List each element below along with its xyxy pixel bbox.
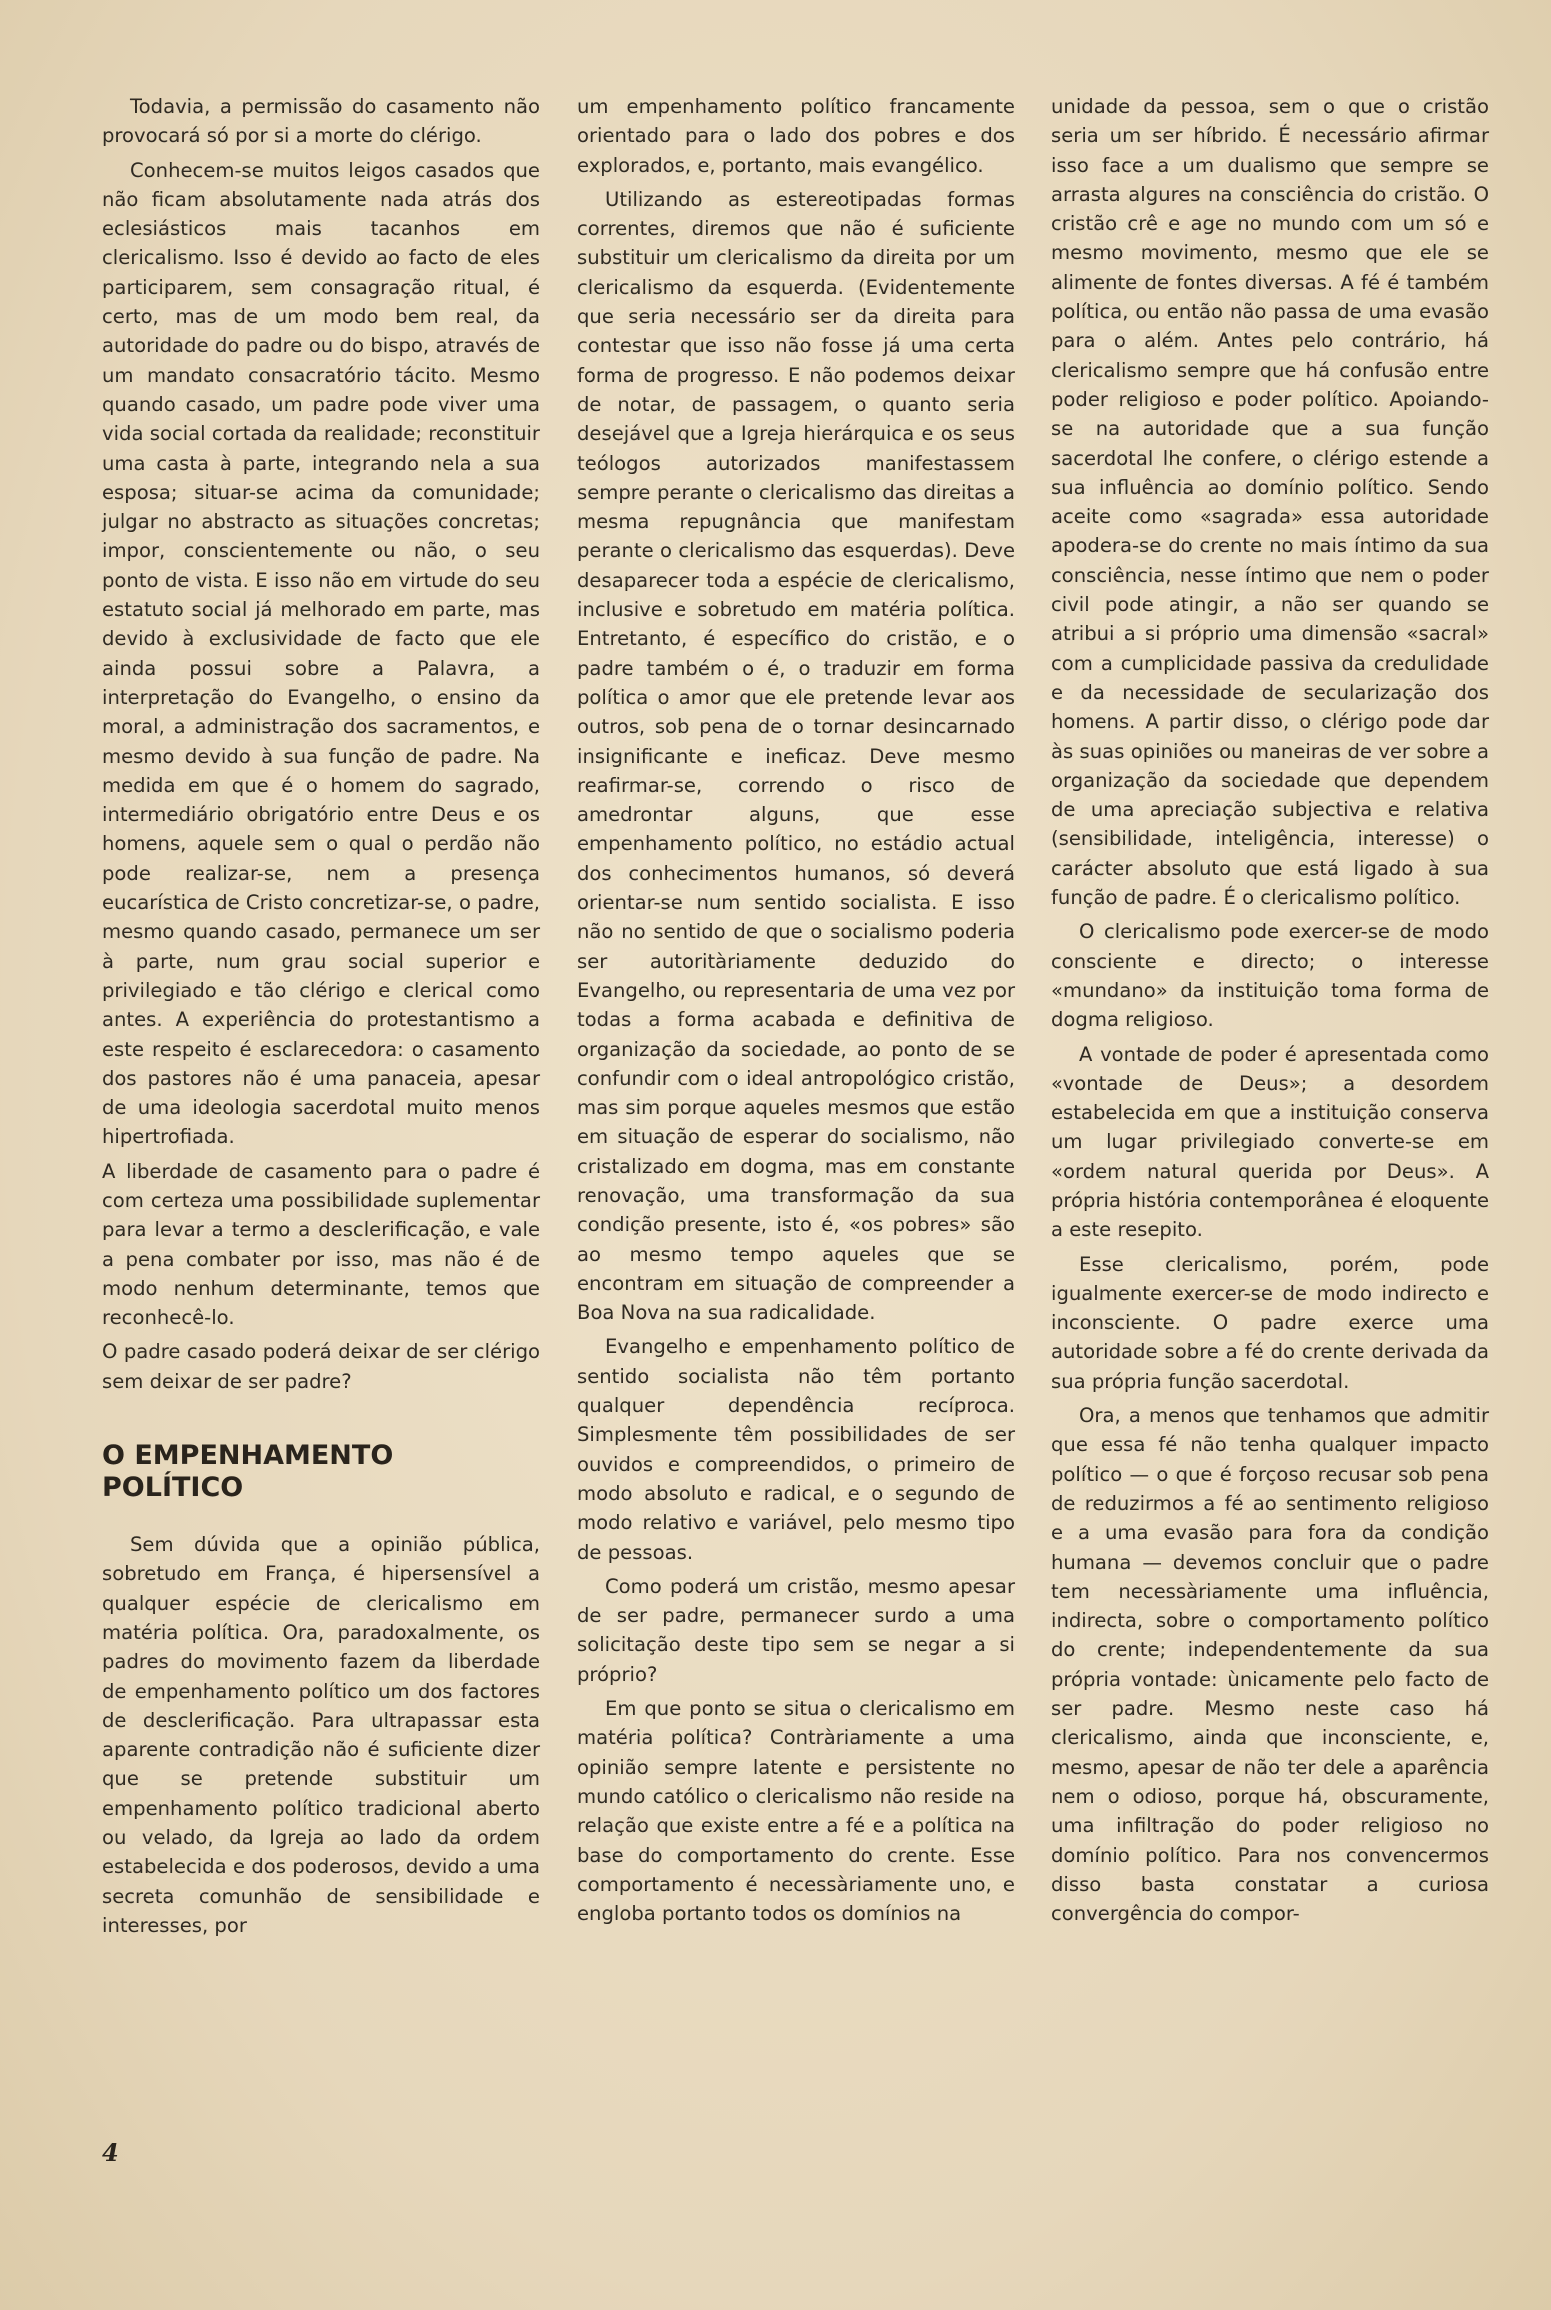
- paragraph: O clericalismo pode exercer-se de modo consciente e directo; o interesse «mundano» da instituição toma forma de dogma religioso.: [1051, 920, 1489, 1032]
- paragraph: A vontade de poder é apresentada como «vontade de Deus»; a desordem estabelecida em que a instituição conserva um lugar privilegiado converte-se em «ordem natural querida por Deus». A própria história contemporânea é eloquente a este resepito.: [1051, 1042, 1489, 1242]
- paragraph: Utilizando as estereotipadas formas correntes, diremos que não é suficiente substituir um clericalismo da direita por um clericalismo da esquerda. (Evidentemente que seria necessário ser da direita para contestar que isso não fosse já uma certa forma de progresso. E não podemos deixar de notar, de passagem, o quanto seria desejável que a Igreja hierárquica e os seus teólogos autorizados manifestassem sempre perante o clericalismo das direitas a mesma repugnância que manifestam perante o clericalismo das esquerdas). Deve desaparecer toda a espécie de clericalismo, inclusive e sobretudo em matéria política. Entretanto, é específico do cristão, e o padre também o é, o traduzir em forma política o amor que ele pretende levar aos outros, sob pena de o tornar desincarnado insignificante e ineficaz. Deve mesmo reafirmar-se, correndo o risco de amedrontar alguns, que esse empenhamento político, no estádio actual dos conhecimentos humanos, só deverá orientar-se num sentido socialista. E isso não no sentido de que o socialismo poderia ser autoritàriamente deduzido do Evangelho, ou representaria de uma vez por todas a forma acabada e definitiva de organização da sociedade, ao ponto de se confundir com o ideal antropológico cristão, mas sim porque aqueles mesmos que estão em situação de esperar do socialismo, não cristalizado em dogma, mas em constante renovação, uma transformação da sua condição presente, isto é, «os pobres» são ao mesmo tempo aqueles que se encontram em situação de compreender a Boa Nova na sua radicalidade.: [577, 187, 1015, 1325]
- paragraph: Evangelho e empenhamento político de sentido socialista não têm portanto qualquer dependência recíproca. Simplesmente têm possibilidades de ser ouvidos e compreendidos, o primeiro de modo absoluto e radical, e o segundo de modo relativo e variável, pelo mesmo tipo de pessoas.: [577, 1335, 1015, 1564]
- paragraph: Ora, a menos que tenhamos que admitir que essa fé não tenha qualquer impacto político — o que é forçoso recusar sob pena de reduzirmos a fé ao sentimento religioso e a uma evasão para fora da condição humana — devemos concluir que o padre tem necessàriamente uma influência, indirecta, sobre o comportamento político do crente; independentemente da sua própria vontade: ùnicamente pelo facto de ser padre. Mesmo neste caso há clericalismo, ainda que inconsciente, e, mesmo, apesar de não ter dele a aparência nem o odioso, porque há, obscuramente, uma infiltração do poder religioso no domínio político. Para nos convencermos disso basta constatar a curiosa convergência do compor-: [1051, 1404, 1489, 1926]
- paragraph: Conhecem-se muitos leigos casados que não ficam absolutamente nada atrás dos eclesiásticos mais tacanhos em clericalismo. Isso é devido ao facto de eles participarem, sem consagração ritual, é certo, mas de um modo bem real, da autoridade do padre ou do bispo, através de um mandato consacratório tácito. Mesmo quando casado, um padre pode viver uma vida social cortada da realidade; reconstituir uma casta à parte, integrando nela a sua esposa; situar-se acima da comunidade; julgar no abstracto as situações concretas; impor, conscientemente ou não, o seu ponto de vista. E isso não em virtude do seu estatuto social já melhorado em parte, mas devido à exclusividade de facto que ele ainda possui sobre a Palavra, a interpretação do Evangelho, o ensino da moral, a administração dos sacramentos, e mesmo devido à sua função de padre. Na medida em que é o homem do sagrado, intermediário obrigatório entre Deus e os homens, aquele sem o qual o perdão não pode realizar-se, nem a presença eucarística de Cristo concretizar-se, o padre, mesmo quando casado, permanece um ser à parte, num grau social superior e privilegiado e tão clérigo e clerical como antes. A experiência do protestantismo a este respeito é esclarecedora: o casamento dos pastores não é uma panaceia, apesar de uma ideologia sacerdotal muito menos hipertrofiada.: [102, 158, 540, 1149]
- text-column-1: [102, 92, 540, 1945]
- paragraph: Todavia, a permissão do casamento não provocará só por si a morte do clérigo.: [102, 95, 540, 148]
- text-column-2: [577, 92, 1015, 1933]
- page-number: 4: [102, 2138, 119, 2167]
- paragraph: Como poderá um cristão, mesmo apesar de ser padre, permanecer surdo a uma solicitação deste tipo sem se negar a si próprio?: [577, 1574, 1015, 1686]
- text-column-3: [1051, 92, 1489, 1933]
- paragraph: A liberdade de casamento para o padre é com certeza uma possibilidade suplementar para levar a termo a desclerificação, e vale a pena combater por isso, mas não é de modo nenhum determinante, temos que reconhecê-lo.: [102, 1159, 540, 1330]
- section-heading: O EMPENHAMENTO POLÍTICO: [102, 1440, 394, 1504]
- paragraph: Sem dúvida que a opinião pública, sobretudo em França, é hipersensível a qualquer espécie de clericalismo em matéria política. Ora, paradoxalmente, os padres do movimento fazem da liberdade de empenhamento político um dos factores de desclerificação. Para ultrapassar esta aparente contradição não é suficiente dizer que se pretende substituir um empenhamento político tradicional aberto ou velado, da Igreja ao lado da ordem estabelecida e dos poderosos, devido a uma secreta comunhão de sensibilidade e interesses, por: [102, 1533, 540, 1937]
- paragraph: um empenhamento político francamente orientado para o lado dos pobres e dos explorados, e, portanto, mais evangélico.: [577, 95, 1015, 177]
- paragraph: Em que ponto se situa o clericalismo em matéria política? Contràriamente a uma opinião sempre latente e persistente no mundo católico o clericalismo não reside na relação que existe entre a fé e a política na base do comportamento do crente. Esse comportamento é necessàriamente uno, e engloba portanto todos os domínios na: [577, 1697, 1015, 1926]
- paragraph: O padre casado poderá deixar de ser clérigo sem deixar de ser padre?: [102, 1340, 540, 1393]
- paragraph: Esse clericalismo, porém, pode igualmente exercer-se de modo indirecto e inconsciente. O padre exerce uma autoridade sobre a fé do crente derivada da sua própria função sacerdotal.: [1051, 1252, 1489, 1393]
- paragraph: unidade da pessoa, sem o que o cristão seria um ser híbrido. É necessário afirmar isso face a um dualismo que sempre se arrasta algures na consciência do cristão. O cristão crê e age no mundo com um só e mesmo movimento, mesmo que ele se alimente de fontes diversas. A fé é também política, ou então não passa de uma evasão para o além. Antes pelo contrário, há clericalismo sempre que há confusão entre poder religioso e poder político. Apoiando-se na autoridade que a sua função sacerdotal lhe confere, o clérigo estende a sua influência ao domínio político. Sendo aceite como «sagrada» essa autoridade apodera-se do crente no mais íntimo da sua consciência, nesse íntimo que nem o poder civil pode atingir, a não ser quando se atribui a si próprio uma dimensão «sacral» com a cumplicidade passiva da credulidade e da necessidade de secularização dos homens. A partir disso, o clérigo pode dar às suas opiniões ou maneiras de ver sobre a organização da sociedade que dependem de uma apreciação subjectiva e relativa (sensibilidade, inteligência, interesse) o carácter absoluto que está ligado à sua função de padre. É o clericalismo político.: [1051, 95, 1489, 910]
